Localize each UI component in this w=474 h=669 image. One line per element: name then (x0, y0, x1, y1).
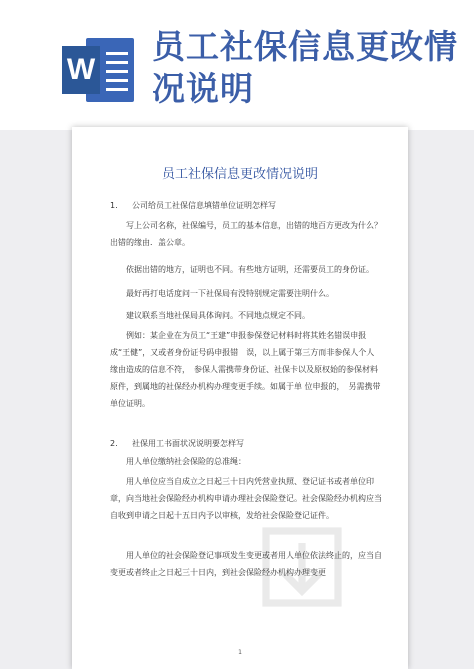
section-number: 1. (110, 201, 118, 210)
paragraph: 例如：某企业在为员工“王建”申报参保登记材料时将其姓名错误申报成“王健”，又或者身份证号码申报错 误，以上属于第三方而非参保人个人缘由造成的信息不符， 参保人需携带身份证、社保卡以及原权始的参保材料原件，到属地的社保经办机构办理变更手续。如属于单 位申报的， 另需携带单位证明。 (110, 331, 381, 408)
section-heading-text: 公司给员工社保信息填错单位证明怎样写 (132, 201, 276, 210)
paragraph: 用人单位缴纳社会保险的总准绳： (126, 457, 246, 466)
section-heading-text: 社保用工书面状况说明要怎样写 (132, 439, 244, 448)
paragraph: 写上公司名称，社保编号，员工的基本信息，出错的地百方更改为什么？出错的缘由．盖公章。 (110, 221, 382, 247)
paragraph: 用人单位应当自成立之日起三十日内凭营业执照、登记证书或者单位印章，向当地社会保险经办机构申请办理社会保险登记。社会保险经办机构应当自收到申请之日起十五日内予以审核，发给社会保险登记证件。 (110, 477, 382, 520)
document-title: 员工社保信息更改情况说明 (161, 167, 318, 182)
paragraph: 最好再打电话度问一下社保局有没特别规定需要注明什么。 (126, 289, 334, 298)
word-document-icon (62, 38, 134, 102)
banner (0, 0, 474, 130)
banner-title: 员工社保信息更改情况说明 (152, 27, 458, 108)
paragraph: 建议联系当地社保局具体询问。不同地点规定不同。 (126, 311, 310, 320)
word-badge-letter: W (62, 46, 100, 94)
section-heading-2 (110, 435, 382, 452)
paragraph: 用人单位的社会保险登记事项发生变更或者用人单位依法终止的，应当自变更或者终止之日起三十日内，到社会保险经办机构办理变更 (110, 551, 382, 577)
section-heading-1 (110, 197, 382, 214)
document-page (72, 127, 408, 669)
page-number: 1 (238, 649, 242, 656)
paragraph: 依据出错的地方，证明也不同。有些地方证明，还需要员工的身份证。 (126, 265, 374, 274)
section-number: 2. (110, 439, 118, 448)
